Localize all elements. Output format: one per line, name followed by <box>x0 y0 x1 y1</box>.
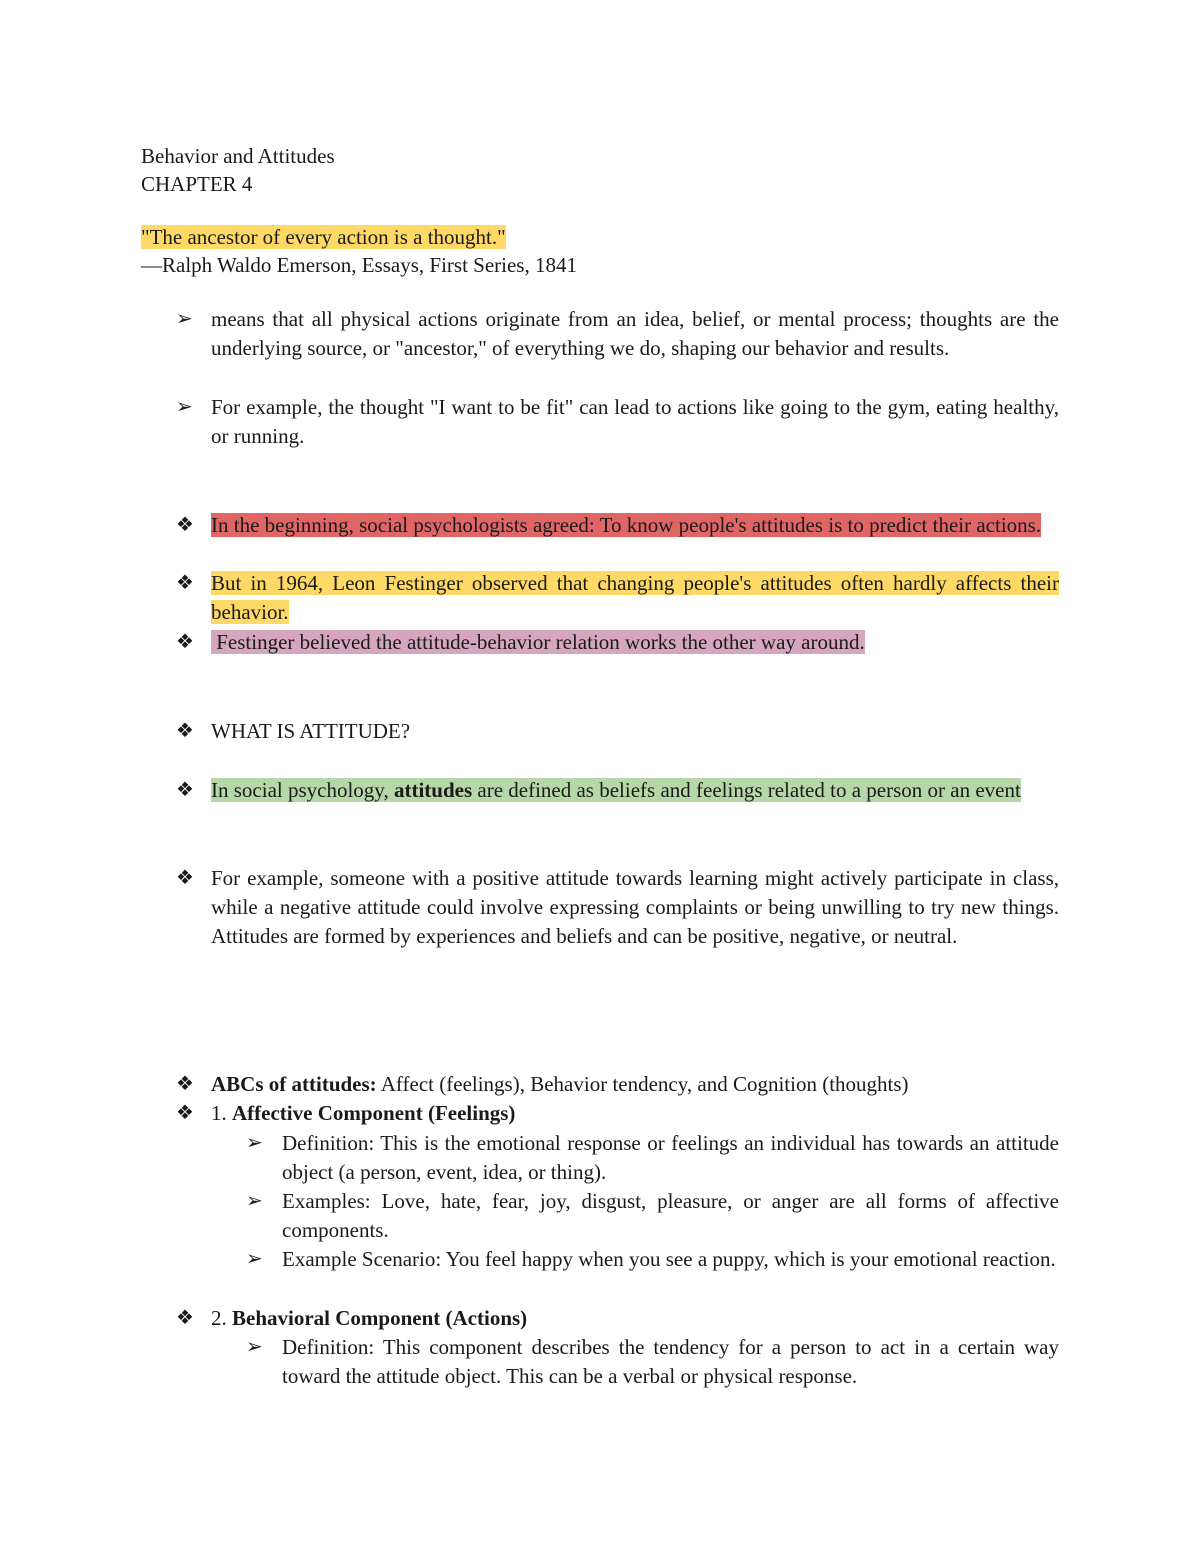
history-text: In the beginning, social psychologists agreed: To know people's attitudes is to predict their actions. <box>211 513 1042 537</box>
diamond-bullet-icon: ❖ <box>176 1307 194 1329</box>
behavioral-num: 2. <box>211 1306 232 1330</box>
behavioral-heading <box>211 1304 1059 1333</box>
diamond-bullet-icon: ❖ <box>176 514 194 536</box>
abc-text: Affect (feelings), Behavior tendency, and Cognition (thoughts) <box>376 1072 909 1096</box>
diamond-bullet-icon: ❖ <box>176 720 194 742</box>
quote-point: For example, the thought "I want to be fit" can lead to actions like going to the gym, eating healthy, or running. <box>211 395 1059 448</box>
history-point <box>211 569 1059 627</box>
history-text: But in 1964, Leon Festinger observed that changing people's attitudes often hardly affects their behavior. <box>211 571 1059 624</box>
affective-title: Affective Component (Feelings) <box>232 1101 516 1125</box>
diamond-bullet-icon: ❖ <box>176 631 194 653</box>
quote-attribution: —Ralph Waldo Emerson, Essays, First Series, 1841 <box>141 253 577 277</box>
what-heading: WHAT IS ATTITUDE? <box>211 719 411 743</box>
def-bold: attitudes <box>393 778 473 802</box>
def-pre: In social psychology, <box>211 778 394 802</box>
diamond-bullet-icon: ❖ <box>176 572 194 594</box>
arrow-bullet-icon: ➢ <box>246 1190 263 1212</box>
quote-text: "The ancestor of every action is a thought." <box>141 225 506 249</box>
affective-item: Definition: This is the emotional response or feelings an individual has towards an attitude object (a person, event, idea, or thing). <box>282 1131 1059 1184</box>
abc-label: ABCs of attitudes: <box>211 1072 377 1096</box>
doc-title: Behavior and Attitudes <box>141 144 335 168</box>
attitude-example: For example, someone with a positive attitude towards learning might actively participate in class, while a negative attitude could involve expressing complaints or being unwilling to try new things. Attitudes are formed by experiences and beliefs and can be positive, negative, or neutral. <box>211 866 1059 948</box>
arrow-bullet-icon: ➢ <box>246 1336 263 1358</box>
behavioral-item: Definition: This component describes the tendency for a person to act in a certain way toward the attitude object. This can be a verbal or physical response. <box>282 1335 1059 1388</box>
quote-point: means that all physical actions originate from an idea, belief, or mental process; thoughts are the underlying source, or "ancestor," of everything we do, shaping our behavior and results. <box>211 307 1059 360</box>
def-post: are defined as beliefs and feelings related to a person or an event <box>472 778 1021 802</box>
arrow-bullet-icon: ➢ <box>246 1248 263 1270</box>
affective-item: Example Scenario: You feel happy when you see a puppy, which is your emotional reaction. <box>282 1247 1056 1271</box>
history-point <box>211 628 1059 657</box>
abc-summary <box>211 1070 1059 1099</box>
diamond-bullet-icon: ❖ <box>176 867 194 889</box>
quote <box>141 223 506 252</box>
diamond-bullet-icon: ❖ <box>176 1073 194 1095</box>
affective-num: 1. <box>211 1101 232 1125</box>
diamond-bullet-icon: ❖ <box>176 1102 194 1124</box>
attitude-definition <box>211 776 1059 805</box>
history-text: Festinger believed the attitude-behavior relation works the other way around. <box>211 630 865 654</box>
history-point <box>211 511 1059 540</box>
affective-heading <box>211 1099 1059 1128</box>
chapter-label: CHAPTER 4 <box>141 172 253 196</box>
arrow-bullet-icon: ➢ <box>246 1132 263 1154</box>
arrow-bullet-icon: ➢ <box>176 396 193 418</box>
behavioral-title: Behavioral Component (Actions) <box>232 1306 528 1330</box>
arrow-bullet-icon: ➢ <box>176 308 193 330</box>
diamond-bullet-icon: ❖ <box>176 779 194 801</box>
affective-item: Examples: Love, hate, fear, joy, disgust, pleasure, or anger are all forms of affective components. <box>282 1189 1059 1242</box>
